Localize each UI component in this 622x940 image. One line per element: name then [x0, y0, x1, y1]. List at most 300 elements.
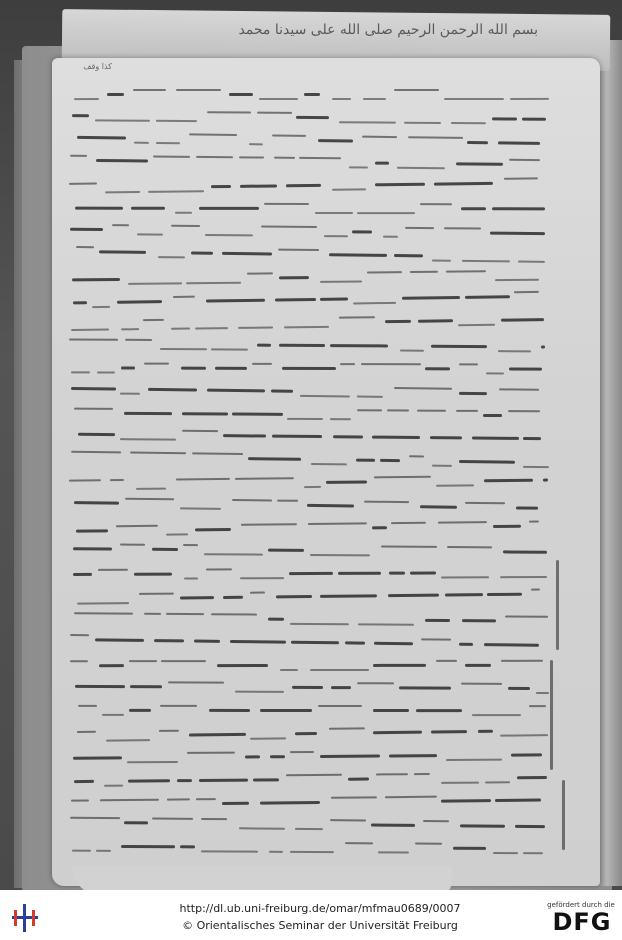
ink-word — [357, 212, 415, 214]
ink-word — [272, 435, 322, 438]
ink-word — [485, 781, 510, 783]
ink-word — [345, 641, 366, 644]
ink-word — [333, 436, 363, 439]
ink-word — [276, 595, 312, 598]
ink-word — [73, 573, 92, 576]
ink-word — [206, 569, 231, 571]
ink-word — [511, 753, 543, 756]
ink-word — [75, 207, 124, 210]
ink-word — [465, 296, 510, 300]
ink-word — [92, 306, 110, 308]
ink-word — [176, 478, 230, 481]
ink-word — [308, 522, 367, 525]
ink-word — [159, 730, 179, 732]
ink-word — [102, 714, 125, 716]
ink-word — [394, 387, 452, 390]
ink-word — [175, 212, 191, 214]
ink-word — [71, 371, 89, 373]
ink-word — [373, 663, 426, 666]
ink-word — [456, 409, 478, 411]
ink-word — [425, 367, 449, 370]
ink-word — [187, 281, 242, 284]
ink-word — [290, 851, 334, 853]
ink-word — [445, 593, 482, 596]
ink-word — [211, 613, 257, 615]
ink-word — [183, 544, 198, 546]
ink-word — [339, 316, 374, 318]
ink-word — [74, 98, 99, 100]
ink-word — [451, 122, 486, 124]
ink-word — [523, 437, 541, 440]
ink-word — [357, 683, 393, 685]
ink-word — [504, 178, 538, 180]
ink-word — [239, 157, 264, 159]
ink-word — [211, 185, 231, 188]
ink-word — [330, 418, 351, 420]
ink-word — [471, 714, 520, 716]
ink-word — [182, 430, 218, 432]
dfg-logo: DFG — [552, 908, 612, 936]
ink-word — [71, 634, 90, 636]
ink-word — [503, 551, 547, 554]
ink-word — [261, 225, 316, 228]
ink-word — [416, 709, 462, 712]
ink-word — [192, 453, 243, 456]
ink-word — [361, 363, 421, 365]
ink-word — [70, 155, 88, 157]
ink-word — [432, 259, 452, 261]
ink-word — [253, 778, 279, 781]
ink-word — [264, 203, 309, 205]
ink-word — [388, 594, 439, 598]
ink-word — [458, 392, 487, 395]
ink-word — [472, 437, 518, 440]
ink-word — [304, 93, 320, 96]
ink-word — [415, 843, 441, 845]
ink-word — [125, 498, 174, 501]
ink-word — [250, 737, 286, 739]
ink-word — [129, 709, 152, 712]
ink-word — [420, 505, 457, 508]
manuscript-line — [64, 744, 564, 770]
ink-word — [77, 136, 125, 140]
ink-word — [156, 142, 180, 144]
ink-word — [478, 730, 493, 733]
ink-word — [373, 731, 423, 735]
ink-word — [271, 389, 293, 392]
ink-word — [148, 388, 197, 392]
ink-word — [154, 639, 184, 642]
ink-word — [431, 730, 467, 733]
ink-word — [207, 111, 251, 113]
ink-word — [373, 709, 409, 712]
ink-word — [73, 756, 123, 759]
ink-word — [211, 348, 248, 350]
ink-word — [490, 232, 545, 236]
ink-word — [282, 367, 336, 370]
ink-word — [160, 705, 198, 707]
ink-word — [523, 466, 549, 468]
ink-word — [514, 291, 539, 293]
ink-word — [357, 409, 382, 411]
ink-word — [74, 780, 93, 783]
ink-word — [425, 619, 451, 622]
ink-word — [184, 578, 198, 580]
manuscript-line — [64, 333, 564, 358]
ink-word — [69, 338, 118, 340]
ink-word — [310, 669, 369, 671]
ink-word — [205, 234, 253, 236]
ink-word — [223, 434, 266, 437]
ink-word — [247, 272, 272, 274]
ink-word — [71, 799, 89, 801]
ink-word — [420, 203, 452, 205]
ink-word — [320, 754, 379, 757]
ink-word — [120, 392, 140, 394]
manuscript-body-text — [64, 84, 564, 860]
ink-word — [510, 98, 549, 100]
ink-word — [291, 640, 339, 644]
ink-word — [501, 659, 543, 661]
ink-word — [430, 436, 462, 439]
ink-word — [299, 157, 342, 159]
ink-word — [189, 733, 246, 737]
ink-word — [338, 121, 396, 123]
ink-word — [112, 224, 130, 226]
ink-word — [543, 479, 548, 482]
ink-word — [72, 850, 91, 852]
ink-word — [207, 388, 266, 392]
manuscript-line — [64, 539, 564, 565]
ink-word — [166, 533, 188, 535]
ink-word — [459, 643, 474, 646]
ink-word — [239, 828, 285, 830]
ink-word — [404, 121, 441, 123]
source-url-link[interactable]: http://dl.ub.uni-freiburg.de/omar/mfmau0689/0007 — [179, 902, 461, 915]
ink-word — [130, 686, 162, 689]
ink-word — [240, 185, 277, 188]
ink-word — [230, 640, 286, 644]
ink-word — [371, 824, 416, 827]
ink-word — [72, 278, 121, 281]
ink-word — [76, 529, 109, 532]
ink-word — [232, 499, 272, 501]
ink-word — [394, 89, 439, 91]
ink-word — [128, 282, 182, 285]
ink-word — [363, 98, 386, 100]
ink-word — [124, 822, 148, 825]
ink-word — [74, 407, 114, 409]
ink-word — [222, 252, 272, 256]
ink-word — [399, 687, 451, 690]
ink-word — [129, 660, 157, 662]
ink-word — [78, 433, 115, 436]
ink-word — [74, 501, 119, 505]
ink-word — [423, 820, 449, 822]
ink-word — [116, 524, 159, 526]
manuscript-line — [64, 562, 564, 586]
ink-word — [447, 546, 492, 548]
ink-word — [331, 796, 377, 798]
ink-word — [461, 683, 502, 685]
ink-word — [180, 596, 214, 599]
ink-word — [493, 524, 520, 527]
ink-word — [495, 798, 541, 801]
ink-word — [295, 732, 318, 735]
ink-word — [441, 799, 490, 803]
ink-word — [330, 344, 388, 347]
ink-word — [187, 751, 235, 753]
ink-word — [431, 345, 487, 348]
ink-word — [375, 162, 389, 165]
ink-word — [259, 98, 299, 100]
ink-word — [483, 413, 501, 416]
manuscript-line — [64, 172, 564, 200]
ink-word — [500, 734, 549, 737]
ink-word — [144, 613, 161, 615]
viewer-footer — [0, 890, 622, 940]
ink-word — [459, 460, 514, 464]
ink-word — [73, 548, 112, 551]
manuscript-line — [64, 836, 564, 861]
ink-word — [121, 328, 139, 330]
ink-word — [493, 852, 517, 854]
ink-word — [161, 660, 206, 662]
ink-word — [257, 111, 292, 113]
ink-word — [131, 207, 165, 210]
ink-word — [492, 207, 545, 210]
ink-word — [432, 465, 452, 467]
ink-word — [195, 528, 231, 531]
ink-word — [383, 236, 398, 238]
manuscript-line — [64, 654, 564, 676]
ink-word — [143, 319, 164, 321]
ink-word — [296, 116, 329, 119]
ink-word — [248, 457, 301, 461]
ink-word — [95, 119, 150, 121]
ink-word — [75, 685, 125, 688]
ink-word — [134, 141, 149, 143]
ink-word — [286, 184, 321, 187]
ink-word — [168, 682, 224, 684]
ink-word — [438, 521, 487, 524]
ink-word — [278, 248, 319, 251]
ink-word — [96, 850, 111, 852]
ink-word — [500, 576, 547, 578]
ink-word — [70, 817, 120, 819]
ink-word — [133, 89, 166, 91]
ink-word — [223, 596, 243, 599]
ink-word — [509, 367, 543, 370]
ink-word — [77, 602, 129, 605]
ink-word — [295, 828, 323, 830]
ink-word — [414, 773, 430, 775]
ink-word — [171, 328, 190, 330]
ink-word — [509, 159, 540, 161]
ink-word — [332, 98, 352, 100]
ink-word — [467, 141, 488, 144]
ink-word — [397, 167, 445, 169]
ink-word — [120, 544, 145, 546]
ink-word — [366, 271, 401, 273]
ink-word — [272, 134, 306, 136]
ink-word — [522, 117, 546, 120]
ink-word — [484, 643, 540, 647]
ink-word — [315, 212, 353, 214]
ink-word — [201, 851, 258, 853]
manuscript-line — [64, 676, 564, 700]
ink-word — [408, 136, 463, 139]
ink-word — [204, 554, 262, 556]
ink-word — [260, 800, 319, 804]
ink-word — [189, 133, 237, 136]
ink-word — [166, 613, 203, 615]
ink-word — [399, 350, 424, 352]
ink-word — [318, 139, 353, 142]
ink-word — [139, 593, 174, 595]
funder-caption: gefördert durch die — [547, 901, 615, 909]
ink-word — [279, 276, 309, 279]
right-margin-annotation — [544, 560, 576, 860]
ink-word — [290, 751, 314, 753]
ink-word — [128, 779, 170, 782]
ink-word — [245, 755, 260, 758]
ink-word — [518, 260, 545, 262]
ink-word — [241, 523, 298, 526]
ink-word — [69, 479, 101, 481]
page-header-invocation: بسم الله الرحمن الرحيم صلى الله على سيدنا محمد — [238, 22, 538, 38]
ink-word — [310, 554, 369, 556]
ink-word — [531, 589, 539, 591]
ink-word — [505, 615, 548, 617]
manuscript-line — [64, 378, 564, 406]
ink-word — [462, 260, 510, 263]
ink-word — [487, 593, 522, 596]
ink-word — [523, 852, 542, 854]
ink-word — [389, 754, 437, 757]
ink-word — [252, 363, 272, 365]
ink-word — [71, 387, 116, 391]
ink-word — [98, 569, 128, 571]
ink-word — [499, 388, 540, 391]
ink-word — [171, 225, 200, 227]
ink-word — [99, 664, 124, 667]
ink-word — [380, 459, 400, 462]
ink-word — [195, 327, 228, 329]
ink-word — [121, 366, 135, 369]
ink-word — [158, 256, 185, 258]
ink-word — [268, 549, 304, 552]
ink-word — [385, 795, 437, 798]
ink-word — [136, 488, 166, 490]
ink-word — [410, 572, 436, 575]
ink-word — [137, 233, 163, 235]
ink-word — [410, 270, 438, 272]
manuscript-line — [64, 402, 564, 427]
ink-word — [375, 183, 425, 187]
manuscript-line — [64, 84, 564, 106]
ink-word — [348, 167, 367, 169]
ink-word — [125, 339, 152, 341]
ink-word — [446, 759, 503, 761]
ink-word — [173, 296, 195, 298]
ink-word — [278, 499, 298, 501]
ink-word — [378, 852, 409, 854]
ink-word — [508, 687, 530, 690]
ink-word — [320, 594, 377, 598]
ink-word — [394, 254, 423, 257]
ink-word — [99, 250, 146, 254]
ink-word — [229, 93, 254, 96]
ink-word — [417, 409, 447, 411]
ink-word — [152, 548, 178, 551]
ink-word — [191, 251, 212, 254]
ink-word — [405, 227, 435, 229]
ink-word — [238, 327, 273, 329]
ink-word — [148, 191, 204, 194]
ink-word — [124, 411, 173, 414]
ink-word — [196, 798, 217, 800]
ink-word — [331, 686, 351, 689]
ink-word — [374, 476, 430, 479]
ink-word — [209, 709, 250, 712]
ink-word — [268, 618, 284, 621]
ink-word — [76, 246, 94, 248]
copyright-credit: © Orientalisches Seminar der Universität Freiburg — [182, 919, 458, 932]
ink-word — [176, 89, 220, 91]
manuscript-line — [64, 812, 564, 839]
ink-word — [460, 825, 506, 828]
ink-word — [456, 163, 503, 166]
ink-word — [280, 669, 299, 671]
ink-word — [436, 659, 457, 661]
ink-word — [458, 324, 495, 326]
ink-word — [290, 623, 349, 625]
ink-word — [289, 572, 333, 575]
ink-word — [121, 845, 175, 848]
ink-word — [348, 777, 369, 780]
ink-word — [257, 344, 272, 347]
ink-word — [73, 302, 87, 305]
ink-word — [180, 507, 221, 509]
ink-word — [77, 731, 96, 733]
ink-word — [110, 479, 124, 481]
ink-word — [194, 639, 220, 642]
ink-word — [484, 479, 533, 483]
ink-word — [324, 235, 348, 237]
ink-word — [441, 577, 489, 579]
ink-word — [199, 778, 248, 781]
ink-word — [284, 326, 329, 329]
ink-word — [199, 207, 259, 210]
ink-word — [495, 278, 539, 280]
ink-word — [498, 141, 540, 145]
ink-word — [461, 207, 486, 210]
ink-word — [206, 299, 266, 303]
ink-word — [78, 705, 97, 707]
ink-word — [96, 159, 148, 162]
ink-word — [180, 845, 195, 848]
ink-word — [274, 157, 294, 159]
ink-word — [330, 819, 366, 821]
ink-word — [304, 486, 321, 488]
ink-word — [235, 691, 284, 693]
ink-word — [72, 114, 90, 117]
ink-word — [329, 253, 387, 257]
ink-word — [70, 660, 89, 662]
ink-word — [95, 638, 144, 642]
ink-word — [130, 452, 186, 455]
